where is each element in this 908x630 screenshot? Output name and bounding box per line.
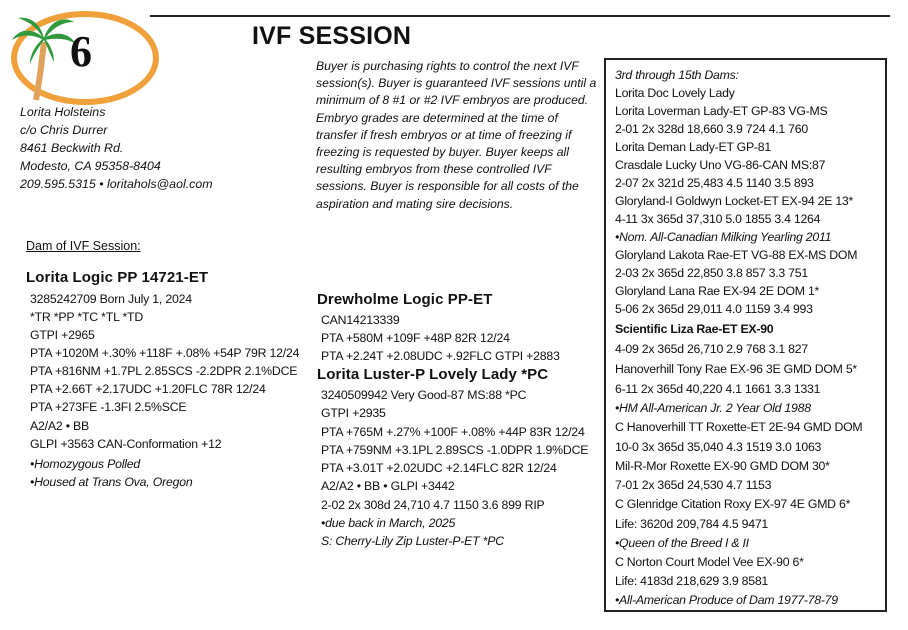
sire-name: Drewholme Logic PP-ET (317, 291, 493, 308)
granddam-line: 2-02 2x 308d 24,710 4.7 1150 3.6 899 RIP (321, 498, 545, 512)
seller-name: Lorita Holsteins (20, 105, 106, 119)
granddam-line: GTPI +2935 (321, 406, 386, 420)
dam-line: PTA +273FE -1.3FI 2.5%SCE (30, 400, 187, 414)
seller-city: Modesto, CA 95358-8404 (20, 159, 161, 173)
pedigree-dam: Scientific Liza Rae-ET EX-90 (615, 322, 774, 336)
seller-contact: 209.595.5315 • loritahols@aol.com (20, 177, 213, 191)
granddam-line: PTA +765M +.27% +100F +.08% +44P 83R 12/24 (321, 425, 585, 439)
pedigree-box (604, 58, 887, 612)
pedigree-record: 4-11 3x 365d 37,310 5.0 1855 3.4 1264 (615, 212, 821, 226)
pedigree-note: •HM All-American Jr. 2 Year Old 1988 (615, 401, 811, 415)
pedigree-record: 4-09 2x 365d 26,710 2.9 768 3.1 827 (615, 342, 808, 356)
dam-line: PTA +1020M +.30% +118F +.08% +54P 79R 12/24 (30, 346, 300, 360)
pedigree-dam: Hanoverhill Tony Rae EX-96 3E GMD DOM 5* (615, 362, 857, 376)
pedigree-record: 7-01 2x 365d 24,530 4.7 1153 (615, 478, 772, 492)
pedigree-record: Life: 4183d 218,629 3.9 8581 (615, 574, 769, 588)
pedigree-record: Life: 3620d 209,784 4.5 9471 (615, 517, 769, 531)
seller-care-of: c/o Chris Durrer (20, 123, 108, 137)
lot-number: 6 (70, 27, 92, 76)
dam-line: PTA +816NM +1.7PL 2.85SCS -2.2DPR 2.1%DCE (30, 364, 298, 378)
sire-line: PTA +2.24T +2.08UDC +.92FLC GTPI +2883 (321, 349, 560, 363)
dam-line: GTPI +2965 (30, 328, 95, 342)
dam-line: GLPI +3563 CAN-Conformation +12 (30, 437, 222, 451)
pedigree-dam: Gloryland-I Goldwyn Locket-ET EX-94 2E 13* (615, 194, 854, 208)
dam-note: •Homozygous Polled (30, 457, 141, 471)
terms-paragraph: Buyer is purchasing rights to control the next IVF session(s). Buyer is guaranteed IVF sessions until a minimum of 8 #1 or #2 IVF embryos are produced. Embryo grades are determined at the time of transfer if fresh embryos or at time of freezing if freezing is requested by buyer. Buyer keeps all resulting embryos from these controlled IVF sessions. Buyer is responsible for all costs of the aspiration and mating sire decisions. (316, 59, 597, 211)
dam-line: *TR *PP *TC *TL *TD (30, 310, 144, 324)
granddam-line: PTA +759NM +3.1PL 2.89SCS -1.0DPR 1.9%DCE (321, 443, 589, 457)
pedigree-note: •Queen of the Breed I & II (615, 536, 749, 550)
pedigree-heading: 3rd through 15th Dams: (615, 68, 739, 82)
dam-line: A2/A2 • BB (30, 419, 90, 433)
dam-heading: Dam of IVF Session: (26, 239, 141, 253)
granddam-line: A2/A2 • BB • GLPI +3442 (321, 479, 455, 493)
pedigree-record: 6-11 2x 365d 40,220 4.1 1661 3.3 1331 (615, 382, 821, 396)
granddam-name: Lorita Luster-P Lovely Lady *PC (317, 366, 549, 383)
pedigree-record: 2-03 2x 365d 22,850 3.8 857 3.3 751 (615, 266, 808, 280)
granddam-line: PTA +3.01T +2.02UDC +2.14FLC 82R 12/24 (321, 461, 557, 475)
pedigree-dam: Gloryland Lakota Rae-ET VG-88 EX-MS DOM (615, 248, 858, 262)
pedigree-dam: Mil-R-Mor Roxette EX-90 GMD DOM 30* (615, 459, 830, 473)
pedigree-record: 2-01 2x 328d 18,660 3.9 724 4.1 760 (615, 122, 808, 136)
pedigree-dam: Gloryland Lana Rae EX-94 2E DOM 1* (615, 284, 820, 298)
pedigree-dam: C Glenridge Citation Roxy EX-97 4E GMD 6* (615, 497, 851, 511)
pedigree-note: •Nom. All-Canadian Milking Yearling 2011 (615, 230, 832, 244)
pedigree-dam: Lorita Doc Lovely Lady (615, 86, 735, 100)
dam-name: Lorita Logic PP 14721-ET (26, 269, 209, 286)
header-rule (150, 15, 890, 17)
seller-street: 8461 Beckwith Rd. (20, 141, 124, 155)
dam-line: 3285242709 Born July 1, 2024 (30, 292, 192, 306)
granddam-note: •due back in March, 2025 (321, 516, 456, 530)
pedigree-record: 5-06 2x 365d 29,011 4.0 1159 3.4 993 (615, 302, 813, 316)
pedigree-dam: Lorita Loverman Lady-ET GP-83 VG-MS (615, 104, 828, 118)
sire-line: CAN14213339 (321, 313, 400, 327)
granddam-line: 3240509942 Very Good-87 MS:88 *PC (321, 388, 527, 402)
pedigree-dam: Crasdale Lucky Uno VG-86-CAN MS:87 (615, 158, 826, 172)
pedigree-record: 2-07 2x 321d 25,483 4.5 1140 3.5 893 (615, 176, 814, 190)
granddam-sire: S: Cherry-Lily Zip Luster-P-ET *PC (321, 534, 504, 548)
pedigree-note: •All-American Produce of Dam 1977-78-79 (615, 593, 838, 607)
pedigree-dam: C Norton Court Model Vee EX-90 6* (615, 555, 804, 569)
pedigree-dam: C Hanoverhill TT Roxette-ET 2E-94 GMD DOM (615, 420, 863, 434)
pedigree-dam: Lorita Deman Lady-ET GP-81 (615, 140, 771, 154)
page-title: IVF SESSION (252, 22, 412, 50)
palm-tree-icon (12, 18, 76, 100)
pedigree-record: 10-0 3x 365d 35,040 4.3 1519 3.0 1063 (615, 440, 822, 454)
dam-line: PTA +2.66T +2.17UDC +1.20FLC 78R 12/24 (30, 382, 266, 396)
sire-line: PTA +580M +109F +48P 82R 12/24 (321, 331, 510, 345)
dam-note: •Housed at Trans Ova, Oregon (30, 475, 193, 489)
